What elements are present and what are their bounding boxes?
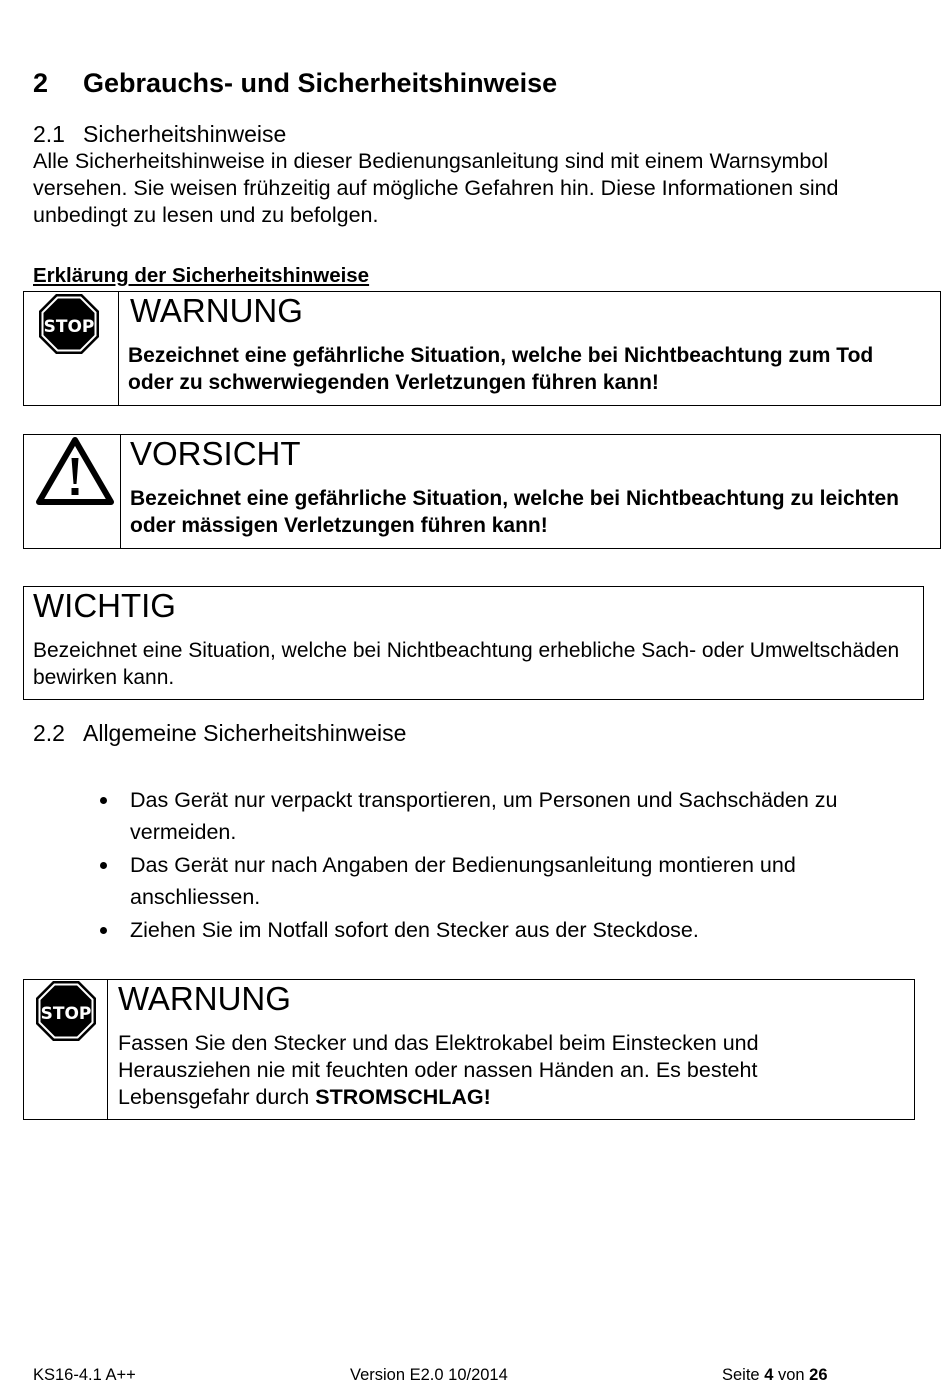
footer-model: KS16-4.1 A++ <box>33 1366 136 1384</box>
subsection-number: 2.2 <box>33 720 65 746</box>
caution-title: VORSICHT <box>130 435 301 472</box>
caution-text: Bezeichnet eine gefährliche Situation, welche bei Nichtbeachtung zu leichten oder mässigen Verletzungen führen kann! <box>130 487 899 537</box>
subsection-heading-2-2 <box>33 720 406 747</box>
list-item-text: Das Gerät nur nach Angaben der Bedienungsanleitung montieren und anschliessen. <box>130 853 796 909</box>
section-heading <box>33 68 557 99</box>
list-item <box>100 915 920 947</box>
warning-text: Bezeichnet eine gefährliche Situation, welche bei Nichtbeachtung zum Tod oder zu schwerwiegenden Verletzungen führen kann! <box>128 344 874 394</box>
electric-warning-title: WARNUNG <box>118 980 291 1017</box>
caution-notice-box <box>23 434 941 549</box>
list-item <box>100 850 920 913</box>
list-item <box>100 785 920 848</box>
footer-page-number <box>722 1366 828 1385</box>
warning-triangle-icon <box>35 436 115 506</box>
important-text: Bezeichnet eine Situation, welche bei Nichtbeachtung erhebliche Sach- oder Umweltschäden bewirken kann. <box>33 639 900 689</box>
caution-icon-cell <box>24 435 121 548</box>
warning-icon-cell <box>24 292 119 405</box>
footer-page-total: 26 <box>809 1366 828 1384</box>
stop-sign-text: STOP <box>43 317 95 337</box>
section-title: Gebrauchs- und Sicherheitshinweise <box>83 68 558 98</box>
important-title: WICHTIG <box>33 587 176 624</box>
subsection-number: 2.1 <box>33 121 65 147</box>
list-item-text: Ziehen Sie im Notfall sofort den Stecker aus der Steckdose. <box>130 918 699 942</box>
explanation-heading: Erklärung der Sicherheitshinweise <box>33 264 370 287</box>
stop-sign-icon <box>35 980 97 1042</box>
electric-warning-notice-box <box>23 979 915 1120</box>
footer-version: Version E2.0 10/2014 <box>350 1366 508 1384</box>
footer-page-mid: von <box>773 1366 810 1384</box>
warning-title: WARNUNG <box>130 292 303 329</box>
footer-page-prefix: Seite <box>722 1366 765 1384</box>
list-item-text: Das Gerät nur verpackt transportieren, um Personen und Sachschäden zu vermeiden. <box>130 788 838 844</box>
stop-sign-icon <box>38 293 100 355</box>
electric-warning-body: Fassen Sie den Stecker und das Elektrokabel beim Einstecken und Herausziehen nie mit feuchten oder nassen Händen an. Es besteht Lebensgefahr durch <box>118 1031 759 1109</box>
stop-sign-text: STOP <box>40 1004 92 1024</box>
intro-paragraph: Alle Sicherheitshinweise in dieser Bedienungsanleitung sind mit einem Warnsymbol versehen. Sie weisen frühzeitig auf mögliche Gefahren hin. Diese Informationen sind unbedingt zu lesen und zu befolgen. <box>33 149 839 227</box>
subsection-heading-2-1 <box>33 121 286 148</box>
bullet-icon <box>100 927 107 934</box>
subsection-title: Sicherheitshinweise <box>83 121 287 147</box>
warning-notice-box <box>23 291 941 406</box>
footer-page-current: 4 <box>764 1366 774 1384</box>
bullet-icon <box>100 862 107 869</box>
electric-warning-icon-cell <box>24 980 108 1119</box>
important-notice-box <box>23 586 924 700</box>
electric-warning-text <box>118 1030 878 1111</box>
bullet-icon <box>100 797 107 804</box>
section-number: 2 <box>33 68 49 98</box>
safety-bullet-list <box>100 785 920 949</box>
electric-warning-emphasis: STROMSCHLAG! <box>315 1085 491 1109</box>
subsection-title: Allgemeine Sicherheitshinweise <box>83 720 407 746</box>
